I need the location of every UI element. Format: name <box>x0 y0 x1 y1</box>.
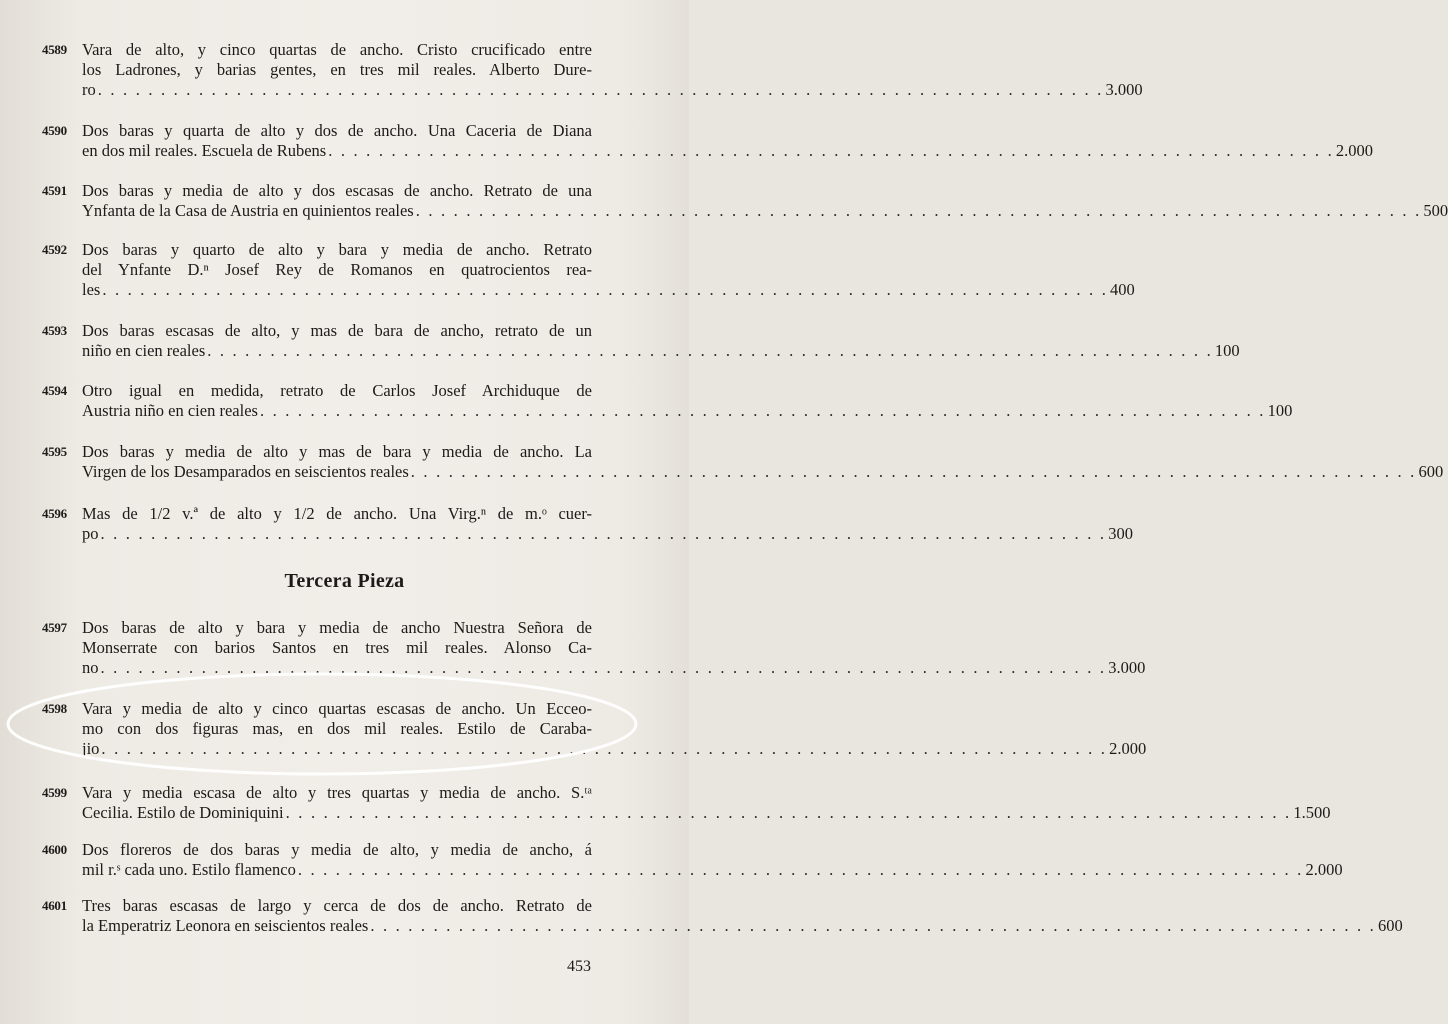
entry-price: 2.000 <box>1109 739 1147 758</box>
entry-line: po <box>82 524 99 543</box>
catalog-entry <box>42 40 1143 100</box>
entry-line: mil r.ˢ cada uno. Estilo flamenco <box>82 860 296 879</box>
leader-dots: . . . . . . . . . . . . . . . . . . . . . . . . . . . . . . . . . . . . . . . . . . . . . . . . . . . . . . . . . . . . . . . . . . . . . . . . . . . . . . . . <box>97 80 1104 99</box>
catalog-entry-highlighted <box>42 699 1147 759</box>
entry-final-line <box>82 916 1403 936</box>
leader-dots: . . . . . . . . . . . . . . . . . . . . . . . . . . . . . . . . . . . . . . . . . . . . . . . . . . . . . . . . . . . . . . . . . . . . . . . . . . . . . . . . <box>100 524 1107 543</box>
leader-dots: . . . . . . . . . . . . . . . . . . . . . . . . . . . . . . . . . . . . . . . . . . . . . . . . . . . . . . . . . . . . . . . . . . . . . . . . . . . . . . . . <box>415 201 1422 220</box>
entry-price: 600 <box>1418 462 1444 481</box>
entry-line: Dos floreros de dos baras y media de alto, y media de ancho, á <box>82 840 592 859</box>
entry-line: no <box>82 658 99 677</box>
entry-price: 600 <box>1378 916 1403 935</box>
entry-line: Otro igual en medida, retrato de Carlos Josef Archiduque de <box>82 381 592 400</box>
section-heading: Tercera Pieza <box>284 570 405 592</box>
entry-final-line <box>82 462 1444 482</box>
entry-line: Vara y media escasa de alto y tres quartas y media de ancho. S.ᵗᵃ <box>82 783 592 802</box>
entry-final-line <box>82 341 1240 361</box>
entry-final-line <box>82 80 1143 100</box>
entry-price: 500 <box>1423 201 1448 220</box>
entry-price: 300 <box>1108 524 1133 543</box>
entry-price: 3.000 <box>1108 658 1146 677</box>
leader-dots: . . . . . . . . . . . . . . . . . . . . . . . . . . . . . . . . . . . . . . . . . . . . . . . . . . . . . . . . . . . . . . . . . . . . . . . . . . . . . . . . <box>100 658 1107 677</box>
entry-price: 2.000 <box>1335 141 1374 160</box>
leader-dots: . . . . . . . . . . . . . . . . . . . . . . . . . . . . . . . . . . . . . . . . . . . . . . . . . . . . . . . . . . . . . . . . . . . . . . . . . . . . . . . . <box>328 141 1334 160</box>
entry-line: del Ynfante D.ⁿ Josef Rey de Romanos en quatrocientos rea- <box>82 260 592 279</box>
entry-line: Cecilia. Estilo de Dominiquini <box>82 803 284 822</box>
leader-dots: . . . . . . . . . . . . . . . . . . . . . . . . . . . . . . . . . . . . . . . . . . . . . . . . . . . . . . . . . . . . . . . . . . . . . . . . . . . . . . . . <box>285 803 1292 822</box>
catalog-entry <box>42 896 1403 936</box>
leader-dots: . . . . . . . . . . . . . . . . . . . . . . . . . . . . . . . . . . . . . . . . . . . . . . . . . . . . . . . . . . . . . . . . . . . . . . . . . . . . . . . . <box>102 280 1109 299</box>
entry-number: 4590 <box>42 123 67 138</box>
leader-dots: . . . . . . . . . . . . . . . . . . . . . . . . . . . . . . . . . . . . . . . . . . . . . . . . . . . . . . . . . . . . . . . . . . . . . . . . . . . . . . . . <box>297 860 1304 879</box>
entry-line: ro <box>82 80 96 99</box>
entry-line: Dos baras y quarta de alto y dos de ancho. Una Caceria de Diana <box>82 121 592 140</box>
entry-final-line <box>82 201 1448 221</box>
leader-dots: . . . . . . . . . . . . . . . . . . . . . . . . . . . . . . . . . . . . . . . . . . . . . . . . . . . . . . . . . . . . . . . . . . . . . . . . . . . . . . . . <box>101 739 1108 758</box>
entry-number: 4597 <box>42 620 67 635</box>
entry-price: 2.000 <box>1305 860 1343 879</box>
entry-final-line <box>82 803 1331 823</box>
entry-number: 4591 <box>42 183 67 198</box>
entry-number: 4595 <box>42 444 67 459</box>
entry-number: 4592 <box>42 242 67 257</box>
entry-line: Dos baras y media de alto y mas de bara y media de ancho. La <box>82 442 592 461</box>
leader-dots: . . . . . . . . . . . . . . . . . . . . . . . . . . . . . . . . . . . . . . . . . . . . . . . . . . . . . . . . . . . . . . . . . . . . . . . . . . . . . . . . <box>370 916 1377 935</box>
entry-line: Vara de alto, y cinco quartas de ancho. Cristo crucificado entre <box>82 40 592 59</box>
entry-price: 100 <box>1267 401 1293 420</box>
leader-dots: . . . . . . . . . . . . . . . . . . . . . . . . . . . . . . . . . . . . . . . . . . . . . . . . . . . . . . . . . . . . . . . . . . . . . . . . . . . . . . . . <box>259 401 1266 420</box>
catalog-entry <box>42 121 1374 161</box>
entry-final-line <box>82 658 1146 678</box>
entry-line: Austria niño en cien reales <box>82 401 258 420</box>
entry-number: 4594 <box>42 383 67 398</box>
entry-final-line <box>82 739 1147 759</box>
entry-line: Vara y media de alto y cinco quartas escasas de ancho. Un Ecceo- <box>82 699 592 718</box>
entry-line: los Ladrones, y barias gentes, en tres mil reales. Alberto Dure- <box>82 60 592 79</box>
entry-final-line <box>82 860 1343 880</box>
catalog-entry <box>42 504 1133 544</box>
catalog-entry <box>42 618 1146 678</box>
entry-price: 100 <box>1214 341 1240 360</box>
leader-dots: . . . . . . . . . . . . . . . . . . . . . . . . . . . . . . . . . . . . . . . . . . . . . . . . . . . . . . . . . . . . . . . . . . . . . . . . . . . . . . . . <box>410 462 1417 481</box>
leader-dots: . . . . . . . . . . . . . . . . . . . . . . . . . . . . . . . . . . . . . . . . . . . . . . . . . . . . . . . . . . . . . . . . . . . . . . . . . . . . . . . . <box>207 341 1213 360</box>
entry-line: les <box>82 280 101 299</box>
catalog-entry <box>42 381 1293 421</box>
entry-line: la Emperatriz Leonora en seiscientos reales <box>82 916 369 935</box>
entry-number: 4599 <box>42 785 67 800</box>
page-number: 453 <box>567 958 591 975</box>
catalog-entry <box>42 783 1331 823</box>
entry-final-line <box>82 141 1374 161</box>
entry-line: niño en cien reales <box>82 341 206 360</box>
catalog-entry <box>42 840 1343 880</box>
entry-price: 400 <box>1110 280 1135 299</box>
entry-line: Virgen de los Desamparados en seiscientos reales <box>82 462 409 481</box>
entry-number: 4601 <box>42 898 67 913</box>
entry-number: 4593 <box>42 323 67 338</box>
entry-final-line <box>82 280 1135 300</box>
entry-line: Ynfanta de la Casa de Austria en quinientos reales <box>82 201 414 220</box>
entry-number: 4600 <box>42 842 67 857</box>
entry-line: Monserrate con barios Santos en tres mil reales. Alonso Ca- <box>82 638 592 657</box>
catalog-entry <box>42 442 1444 482</box>
entry-number: 4589 <box>42 42 67 57</box>
entry-number: 4596 <box>42 506 67 521</box>
entry-price: 3.000 <box>1105 80 1143 99</box>
entry-line: Dos baras de alto y bara y media de ancho Nuestra Señora de <box>82 618 592 637</box>
entry-final-line <box>82 401 1293 421</box>
catalog-entry <box>42 240 1135 300</box>
entry-final-line <box>82 524 1133 544</box>
catalog-entry <box>42 321 1240 361</box>
catalog-entry <box>42 181 1448 221</box>
entry-line: Dos baras escasas de alto, y mas de bara de ancho, retrato de un <box>82 321 592 340</box>
entry-line: Dos baras y quarto de alto y bara y media de ancho. Retrato <box>82 240 592 259</box>
entry-number: 4598 <box>42 701 67 716</box>
entry-price: 1.500 <box>1293 803 1331 822</box>
entry-line: jio <box>82 739 100 758</box>
entry-line: en dos mil reales. Escuela de Rubens <box>82 141 327 160</box>
entry-line: mo con dos figuras mas, en dos mil reales. Estilo de Caraba- <box>82 719 592 738</box>
entry-line: Dos baras y media de alto y dos escasas de ancho. Retrato de una <box>82 181 592 200</box>
entry-line: Tres baras escasas de largo y cerca de dos de ancho. Retrato de <box>82 896 592 915</box>
entry-line: Mas de 1/2 v.ª de alto y 1/2 de ancho. Una Virg.ⁿ de m.ᵒ cuer- <box>82 504 592 523</box>
